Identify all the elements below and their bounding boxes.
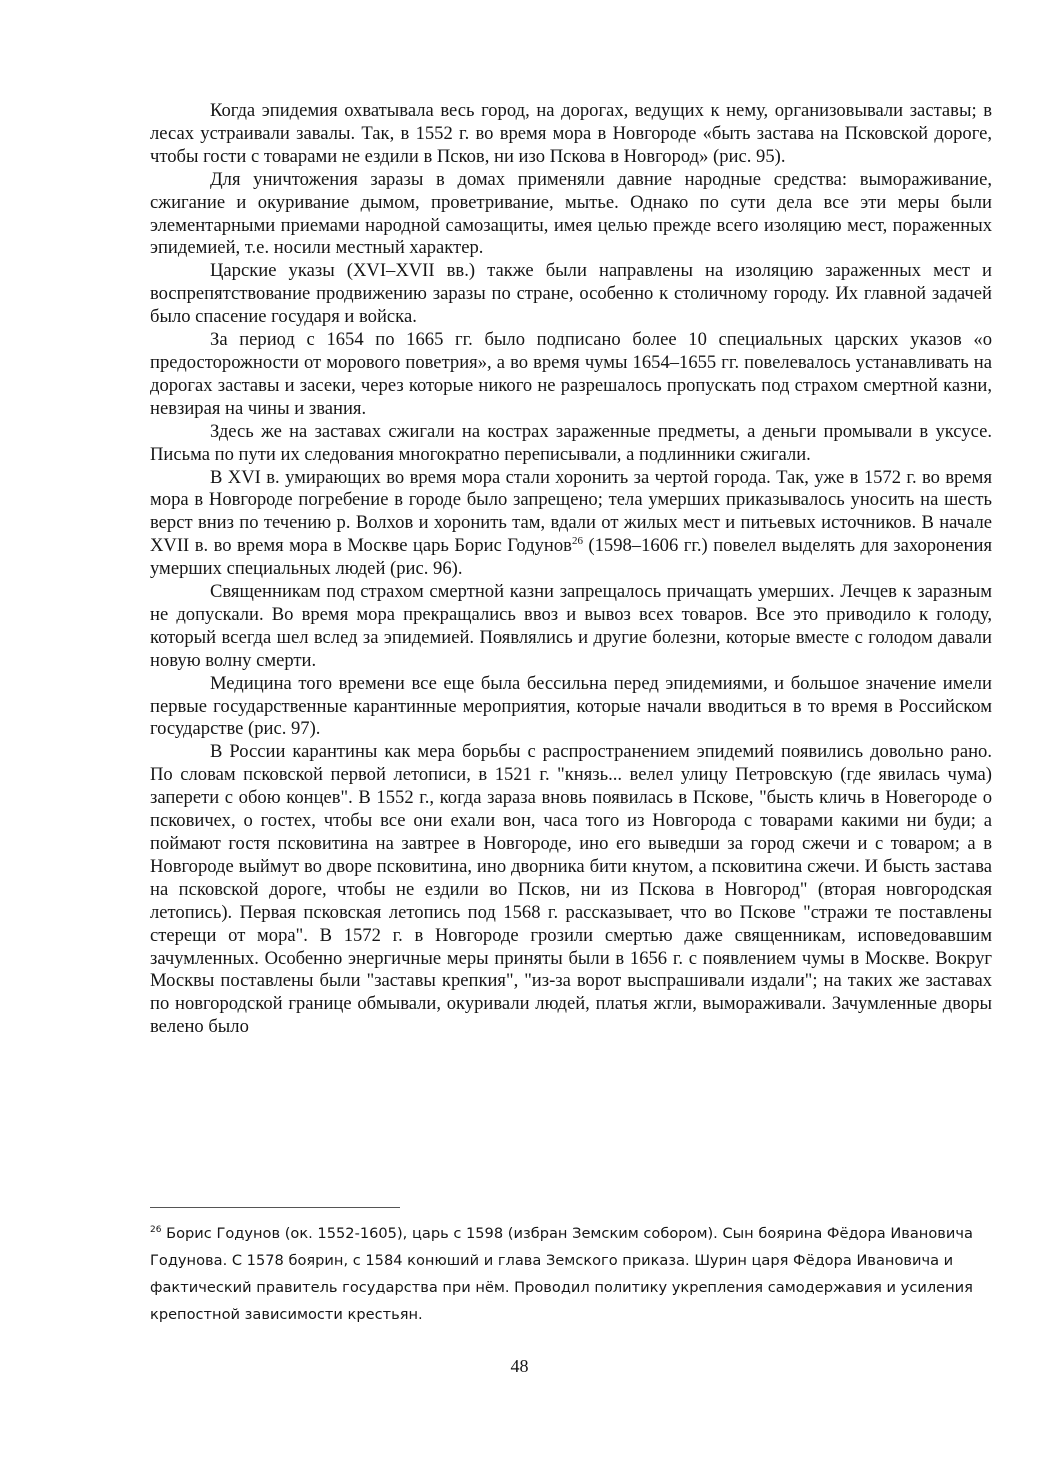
page-number: 48 xyxy=(510,1356,529,1376)
footnote-number: 26 xyxy=(150,1225,162,1236)
paragraph-8: Медицина того времени все еще была бессильна перед эпидемиями, и большое значение имели первые государственные карантинные мероприятия, которые начали вводиться в то время в Российском государстве (рис. 97). xyxy=(150,672,992,740)
paragraph-4: За период с 1654 по 1665 гг. было подписано более 10 специальных царских указов «о предосторожности от морового поветрия», а во время чумы 1654–1655 гг. повелевалось устанавливать на дорогах заставы и засеки, через которые никого не разрешалось пропускать под страхом смертной казни, невзирая на чины и звания. xyxy=(150,329,992,419)
paragraph-6 xyxy=(150,467,992,582)
footnote-separator xyxy=(150,1207,400,1208)
paragraph-9: В России карантины как мера борьбы с распространением эпидемий появились довольно рано. По словам псковской первой летописи, в 1521 г. "князь... велел улицу Петровскую (где явилась чума) заперети с обою концев". В 1552 г., когда зараза вновь появилась в Пскове, "бысть кличь в Новегороде о псковичех, о гостех, чтобы все они ехали вон, часа того из Новгорода с товарами какими ни буди; а поймают гостя псковитина на завтрее в Новгороде, ино его выведши за город сжечи и с товаром; а в Новгороде выймут во дворе псковитина, ино дворника бити кнутом, а псковитина сжечи. И бысть застава на псковской дороге, чтобы не ездили во Псков, ни из Пскова в Новгород" (вторая новгородская летопись). Первая псковская летопись под 1568 г. рассказывает, что во Пскове "стражи те поставлены стерещи от мора". В 1572 г. в Новгороде грозили смертью даже священникам, исповедовавшим зачумленных. Особенно энергичные меры приняты были в 1656 г. с появлением чумы в Москве. Вокруг Москвы поставлены были "заставы крепкия", "из-за ворот выспрашивали издали"; на таких же заставах по новгородской границе обмывали, окуривали людей, платья жгли, вымораживали. Зачумленные дворы велено было xyxy=(150,741,992,1038)
paragraph-1: Когда эпидемия охватывала весь город, на дорогах, ведущих к нему, организовывали заставы; в лесах устраивали завалы. Так, в 1552 г. во время мора в Новгороде «быть застава на Псковской дороге, чтобы гости с товарами не ездили в Псков, ни изо Пскова в Новгород» (рис. 95). xyxy=(150,100,992,167)
paragraph-3: Царские указы (XVI–XVII вв.) также были направлены на изоляцию зараженных мест и воспрепятствование продвижению заразы по стране, особенно к столичному городу. Их главной задачей было спасение государя и войска. xyxy=(150,260,992,328)
paragraph-5: Здесь же на заставах сжигали на кострах зараженные предметы, а деньги промывали в уксусе. Письма по пути их следования многократно переписывали, а подлинники сжигали. xyxy=(150,420,992,465)
paragraph-2: Для уничтожения заразы в домах применяли давние народные средства: вымораживание, сжигание и окуривание дымом, проветривание, мытье. Однако по сути дела все эти меры были элементарными приемами народной самозащиты, имея целью прежде всего изоляцию мест, пораженных эпидемией, т.е. носили местный характер. xyxy=(150,168,992,259)
paragraph-6-text-end: (1598–1606 гг.) повелел выделять для захоронения умерших специальных людей (рис. 96). xyxy=(150,535,992,580)
footnote-text: Борис Годунов (ок. 1552-1605), царь с 1598 (избран Земским собором). Сын боярина Фёдора Ивановича Годунова. С 1578 боярин, с 1584 конюший и глава Земского приказа. Шурин царя Фёдора Ивановича и фактический правитель государства при нём. Проводил политику укрепления самодержавия и усиления крепостной зависимости крестьян. xyxy=(150,1225,973,1323)
paragraph-6-text-start: В XVI в. умирающих во время мора стали хоронить за чертой города. Так, уже в 1572 г. во время мора в Новгороде погребение в городе было запрещено; тела умерших приказывалось уносить на шесть верст вниз по течению р. Волхов и хоронить там, вдали от жилых мест и питьевых источников. В начале XVII в. во время мора в Москве царь Борис Годунов xyxy=(150,466,992,557)
footnote-reference[interactable]: 26 xyxy=(571,535,583,548)
main-text xyxy=(150,100,992,1039)
paragraph-7: Священникам под страхом смертной казни запрещалось причащать умерших. Лечцев к заразным не допускали. Во время мора прекращались ввоз и вывоз всех товаров. Все это приводило к голоду, который всегда шел вслед за эпидемией. Появлялись и другие болезни, которые вместе с голодом давали новую волну смерти. xyxy=(150,581,992,671)
footnote xyxy=(150,1220,992,1328)
